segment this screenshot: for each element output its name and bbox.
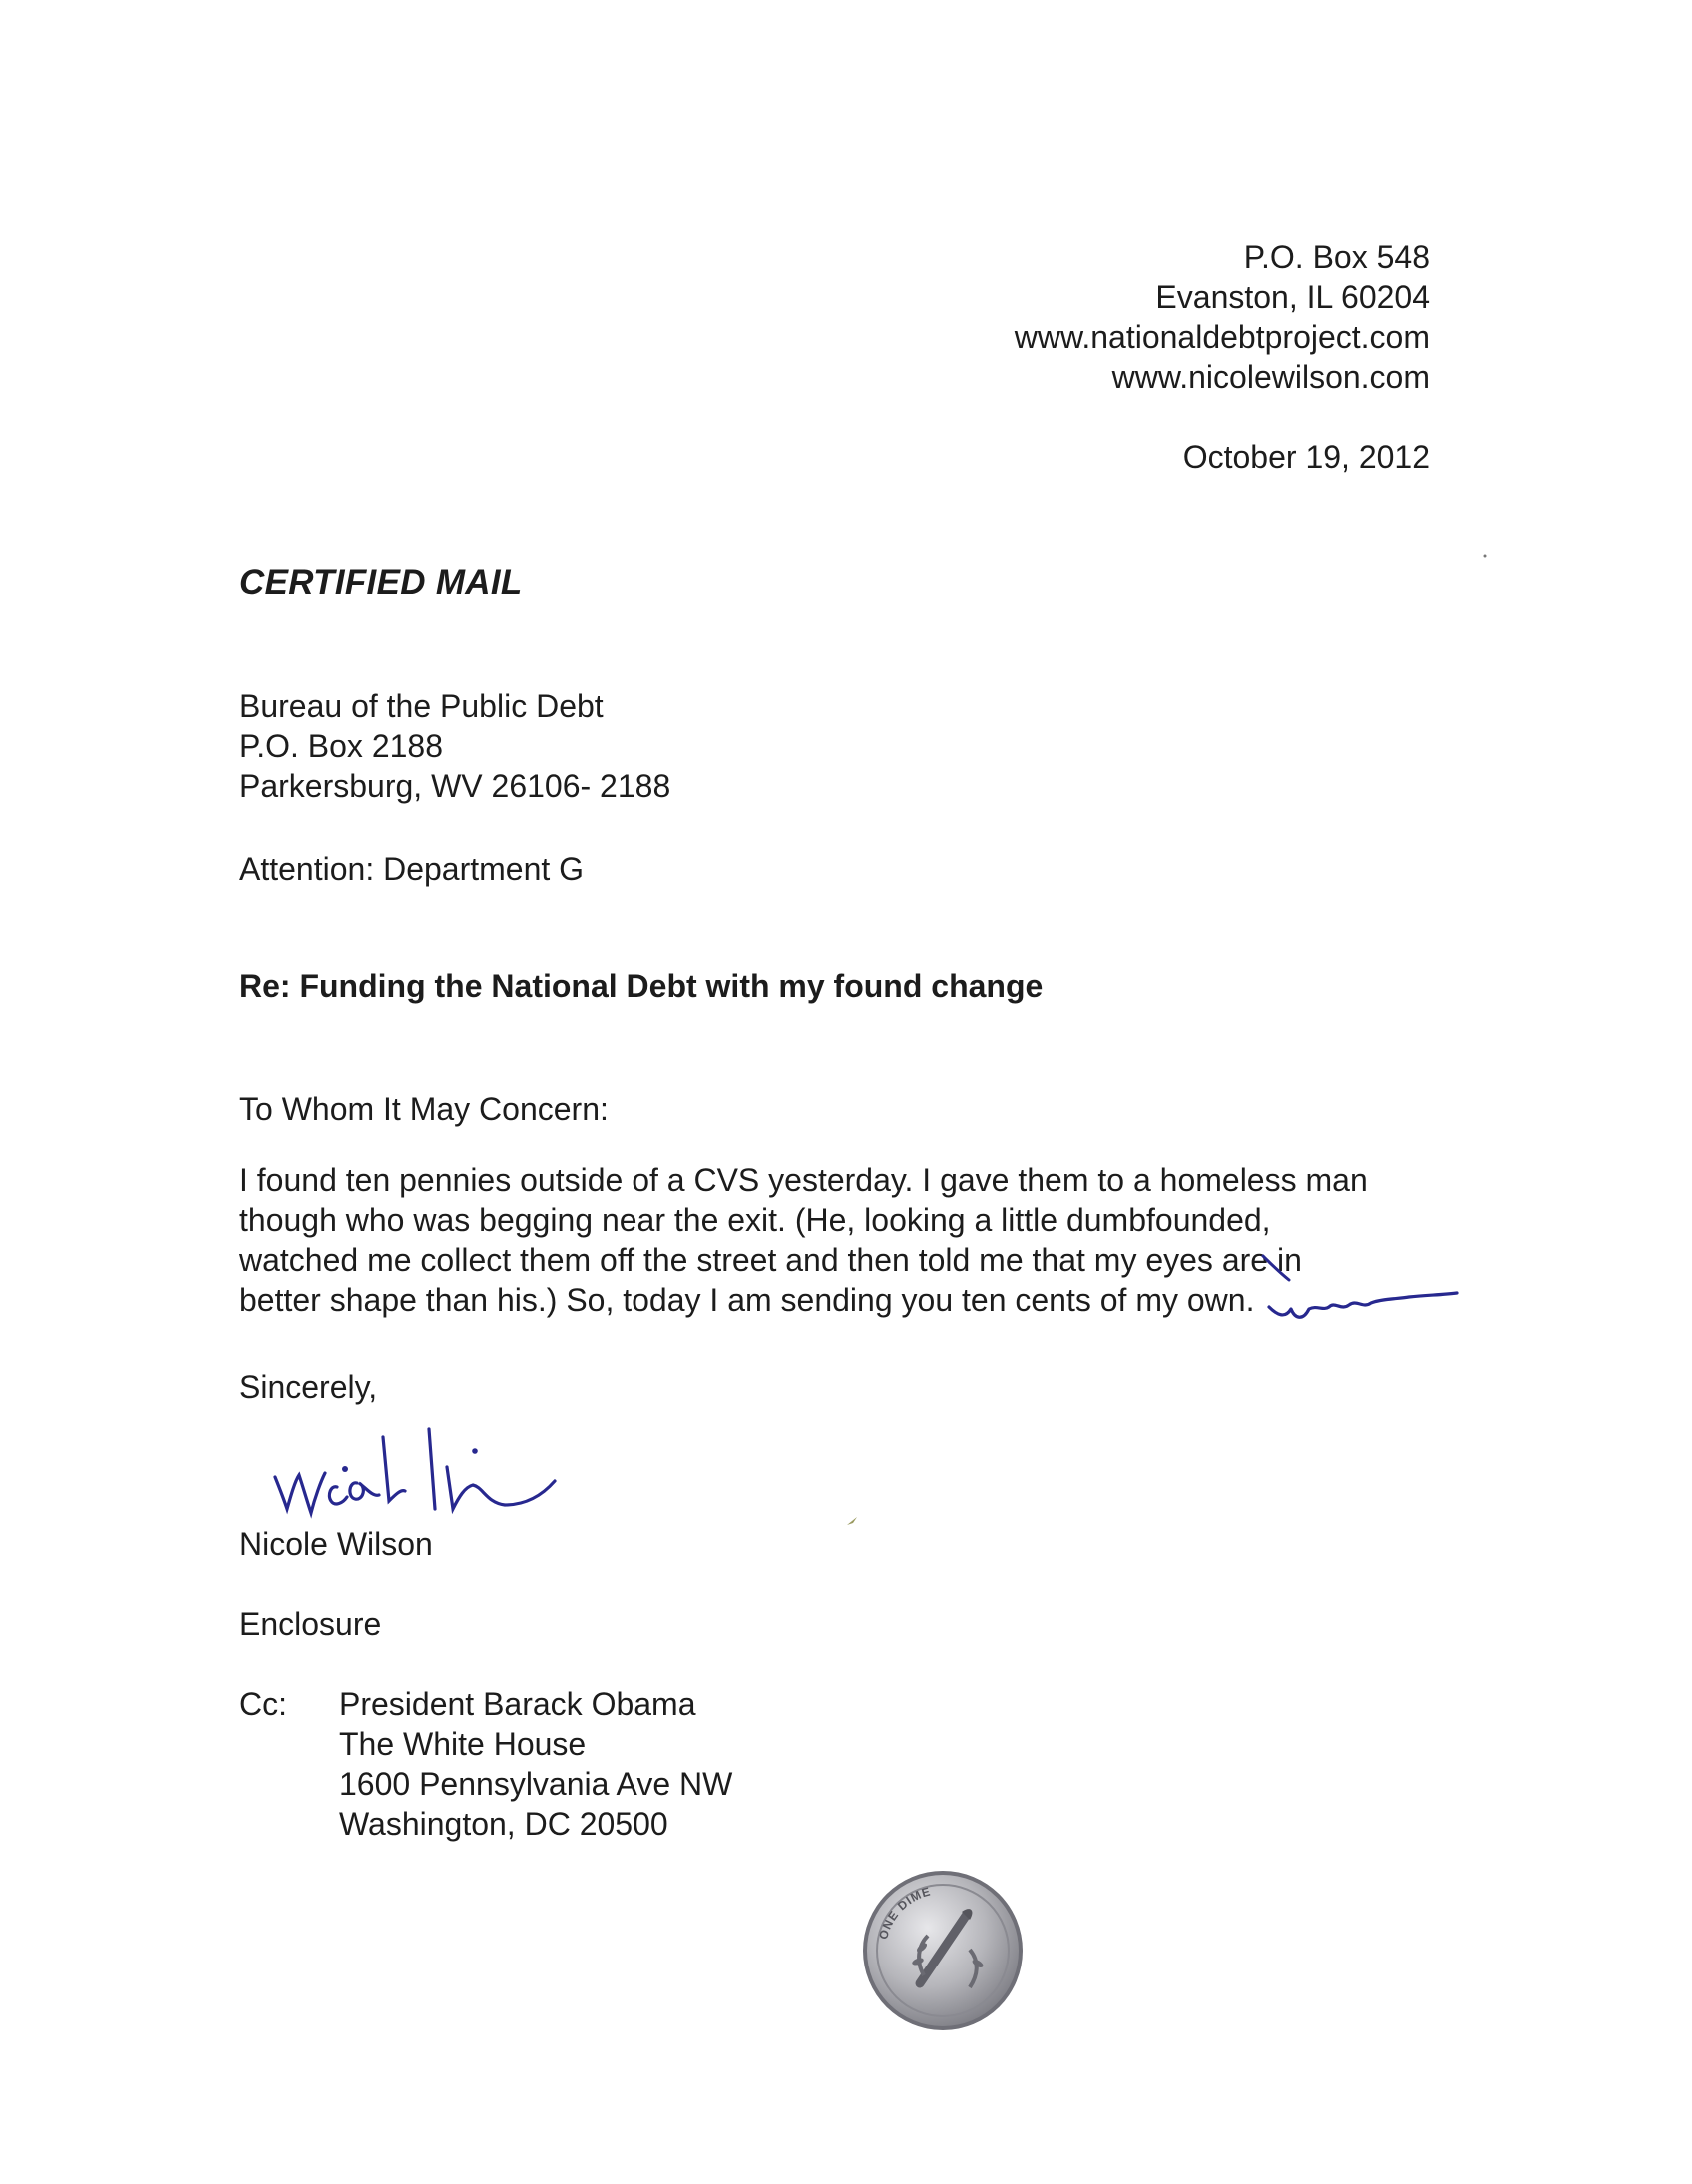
- speck-mark: [1481, 552, 1489, 560]
- enclosure-note: Enclosure: [239, 1606, 382, 1642]
- recipient-address: [239, 686, 670, 806]
- cc-line: The White House: [339, 1726, 587, 1762]
- recipient-line: Bureau of the Public Debt: [239, 688, 604, 724]
- body-line: watched me collect them off the street and then told me that my eyes are in: [239, 1242, 1302, 1278]
- sender-line: www.nationaldebtproject.com: [1014, 319, 1430, 355]
- coin-top-text: ONE DIME: [876, 1884, 933, 1942]
- sender-address: [831, 237, 1430, 397]
- recipient-line: P.O. Box 2188: [239, 728, 443, 764]
- salutation: To Whom It May Concern:: [239, 1092, 609, 1127]
- body-line: though who was begging near the exit. (He, looking a little dumbfounded,: [239, 1202, 1271, 1238]
- body-line: better shape than his.) So, today I am sending you ten cents of my own.: [239, 1282, 1255, 1318]
- sender-line: Evanston, IL 60204: [1155, 279, 1430, 315]
- signer-name: Nicole Wilson: [239, 1527, 433, 1562]
- recipient-line: Parkersburg, WV 26106- 2188: [239, 768, 671, 804]
- speck-mark: [843, 1511, 863, 1530]
- closing: Sincerely,: [239, 1369, 378, 1405]
- dime-coin-icon: [858, 1866, 1028, 2035]
- attention-line: Attention: Department G: [239, 851, 585, 887]
- subject-line: Re: Funding the National Debt with my found change: [239, 968, 1044, 1004]
- body-line: I found ten pennies outside of a CVS yesterday. I gave them to a homeless man: [239, 1162, 1368, 1198]
- sender-line: www.nicolewilson.com: [1111, 359, 1430, 395]
- signature: [269, 1417, 629, 1527]
- letter-date: October 19, 2012: [1182, 439, 1430, 475]
- cc-address: [339, 1684, 732, 1844]
- handwritten-correction: [1267, 1267, 1467, 1327]
- cc-label: Cc:: [239, 1686, 287, 1722]
- sender-line: P.O. Box 548: [1243, 239, 1430, 275]
- cc-line: Washington, DC 20500: [339, 1806, 668, 1842]
- letter-body: [239, 1160, 1368, 1320]
- cc-line: President Barack Obama: [339, 1686, 696, 1722]
- cc-line: 1600 Pennsylvania Ave NW: [339, 1766, 733, 1802]
- certified-mail-heading: CERTIFIED MAIL: [239, 563, 523, 602]
